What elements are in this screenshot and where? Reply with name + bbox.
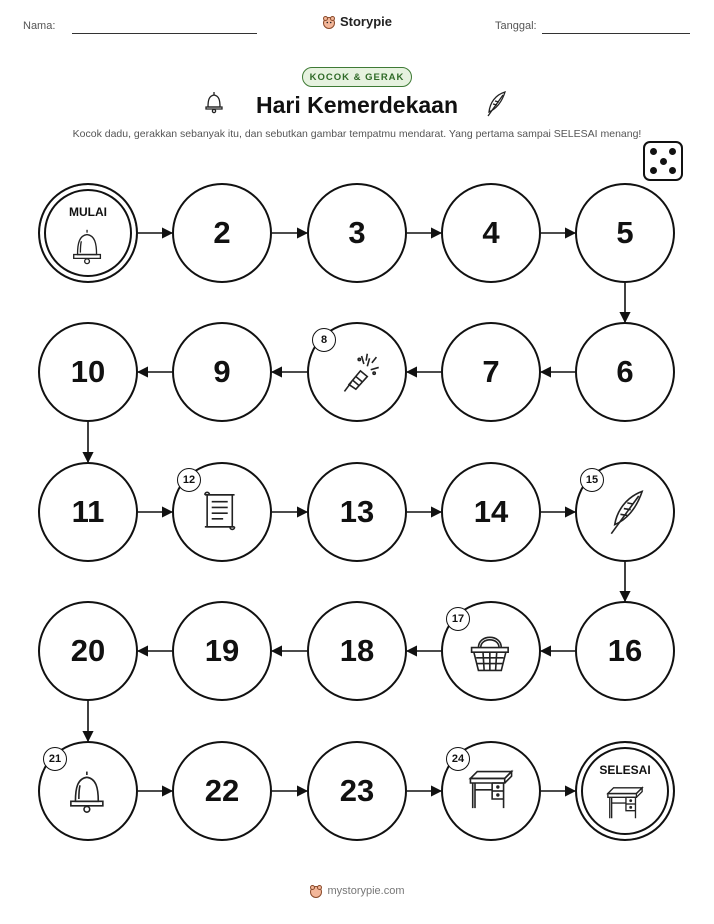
activity-badge: KOCOK & GERAK [302,67,412,87]
board-space-23[interactable] [307,741,407,841]
space-number: 16 [607,633,643,668]
space-number: 18 [339,633,375,668]
date-label: Tanggal: [495,20,537,32]
name-label: Nama: [23,20,56,32]
board-space-19[interactable] [172,601,272,701]
desk-icon [467,767,515,815]
space-number-badge: 12 [177,468,201,492]
start-label: MULAI [69,205,107,219]
quill-icon [601,488,649,536]
space-number: 20 [70,633,106,668]
space-number: 13 [339,494,375,529]
bell-icon [68,225,108,267]
board-space-13[interactable] [307,462,407,562]
instructions: Kocok dadu, gerakkan sebanyak itu, dan sebutkan gambar tempatmu mendarat. Yang pertama sampai SELESAI menang! [72,128,642,140]
board-space-5[interactable] [575,183,675,283]
finish-label: SELESAI [599,763,651,777]
scroll-icon [198,488,246,536]
space-number: 7 [482,354,500,389]
board-space-6[interactable] [575,322,675,422]
bell-icon [64,767,112,815]
board-space-7[interactable] [441,322,541,422]
board-space-11[interactable] [38,462,138,562]
board-space-14[interactable] [441,462,541,562]
footer-url[interactable]: mystorypie.com [327,885,405,897]
firework-icon [333,348,381,396]
space-number: 6 [616,354,634,389]
board-space-12[interactable] [172,462,272,562]
board-space-24[interactable] [441,741,541,841]
space-number: 11 [71,494,105,529]
board-space-3[interactable] [307,183,407,283]
space-number: 19 [204,633,240,668]
board-space-16[interactable] [575,601,675,701]
space-number-badge: 15 [580,468,604,492]
space-number: 2 [213,215,231,250]
brand-name: Storypie [339,14,392,29]
board-space-21[interactable] [38,741,138,841]
basket-icon [467,627,515,675]
space-number: 9 [213,354,231,389]
space-number: 14 [473,494,509,529]
board-space-20[interactable] [38,601,138,701]
finish-space[interactable] [575,741,675,841]
board-space-4[interactable] [441,183,541,283]
space-number: 4 [482,215,500,250]
space-number-badge: 17 [446,607,470,631]
board-space-2[interactable] [172,183,272,283]
board-space-10[interactable] [38,322,138,422]
space-number: 5 [616,215,634,250]
board-space-22[interactable] [172,741,272,841]
board-space-15[interactable] [575,462,675,562]
page-title: Hari Kemerdekaan [256,92,458,118]
board-space-18[interactable] [307,601,407,701]
board-space-8[interactable] [307,322,407,422]
space-number: 23 [339,773,375,808]
space-number: 3 [348,215,366,250]
space-number: 10 [70,354,106,389]
desk-icon [605,783,645,825]
start-space[interactable] [38,183,138,283]
space-number: 22 [204,773,240,808]
storypie-logo-icon [309,884,323,898]
space-number-badge: 8 [312,328,336,352]
space-number-badge: 24 [446,747,470,771]
board-space-9[interactable] [172,322,272,422]
space-number-badge: 21 [43,747,67,771]
board-space-17[interactable] [441,601,541,701]
footer [0,884,714,901]
